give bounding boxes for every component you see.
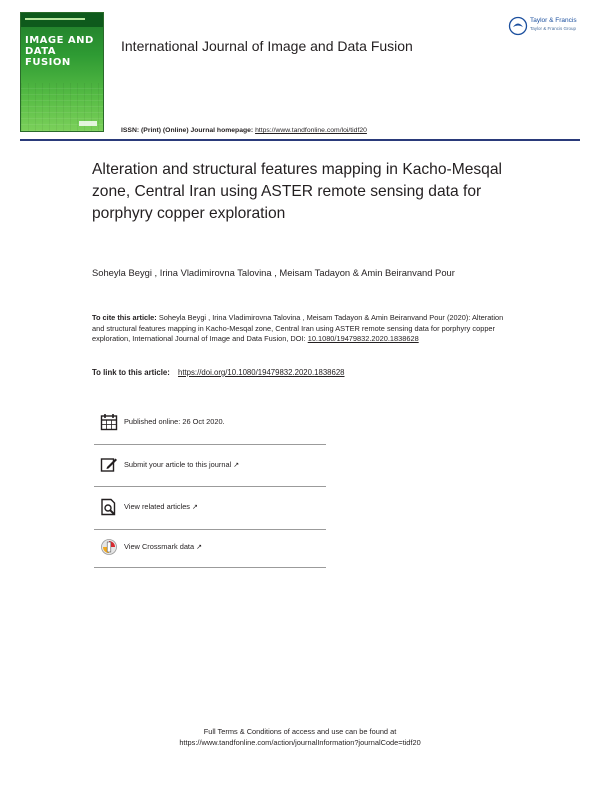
article-link-line [92,368,512,377]
journal-title: International Journal of Image and Data Fusion [121,38,413,54]
crossmark-icon [100,538,118,556]
article-authors: Soheyla Beygi , Irina Vladimirovna Talovina , Meisam Tadayon & Amin Beiranvand Pour [92,267,455,278]
crossmark-row[interactable] [94,534,326,564]
journal-cover-image [20,12,104,132]
info-divider [94,486,326,487]
submit-article-row[interactable] [94,452,326,482]
citation-label: To cite this article: [92,313,157,322]
header-divider [20,139,580,141]
related-articles-label: View related articles [124,502,190,511]
journal-homepage-link[interactable]: https://www.tandfonline.com/loi/tidf20 [255,127,367,134]
info-divider [94,529,326,530]
article-doi-link[interactable]: https://doi.org/10.1080/19479832.2020.1838628 [178,368,345,377]
info-divider [94,444,326,445]
crossmark-link[interactable] [124,542,202,551]
edit-icon [100,456,118,474]
issn-label: ISSN: (Print) (Online) Journal homepage: [121,127,254,134]
issn-line [121,127,367,134]
cover-top-band [21,13,103,27]
citation-text: Soheyla Beygi , Irina Vladimirovna Talovina , Meisam Tadayon & Amin Beiranvand Pour (2020): Alteration and structural features mapping in Kacho-Mesqal zone, Central Iran using ASTER remote sensing data for porphyry copper exploration, International Journal of Image and Data Fusion, DOI: [92,313,504,344]
publisher-logo-subtitle: Taylor & Francis Group [530,26,577,31]
publisher-logo-brand: Taylor & Francis [530,17,577,24]
calendar-icon [100,413,118,431]
search-document-icon [100,498,118,516]
terms-footer-link[interactable]: https://www.tandfonline.com/action/journalInformation?journalCode=tidf20 [179,738,421,747]
external-link-icon: ↗ [192,504,198,511]
external-link-icon: ↗ [196,544,202,551]
terms-footer-text: Full Terms & Conditions of access and use can be found at [203,727,397,736]
article-title: Alteration and structural features mapping in Kacho-Mesqal zone, Central Iran using ASTER remote sensing data for porphyry copper exploration [92,161,502,222]
cover-publisher-mark [79,121,97,126]
citation-block [92,313,512,345]
external-link-icon: ↗ [233,462,240,469]
submit-article-link[interactable] [124,460,239,469]
publisher-logo[interactable] [508,14,586,38]
crossmark-label: View Crossmark data [124,542,195,551]
published-info [94,409,326,439]
info-divider [94,567,326,568]
published-date: Published online: 26 Oct 2020. [124,417,225,426]
article-link-label: To link to this article: [92,368,170,377]
related-articles-link[interactable] [124,502,198,511]
cover-title: IMAGE AND DATA FUSION [25,35,94,68]
publisher-logo-icon [508,16,528,36]
terms-footer [0,726,600,748]
related-articles-row[interactable] [94,494,326,524]
cover-band-line [25,18,85,20]
submit-article-label: Submit your article to this journal [124,460,232,469]
citation-doi-link[interactable]: 10.1080/19479832.2020.1838628 [307,334,419,344]
